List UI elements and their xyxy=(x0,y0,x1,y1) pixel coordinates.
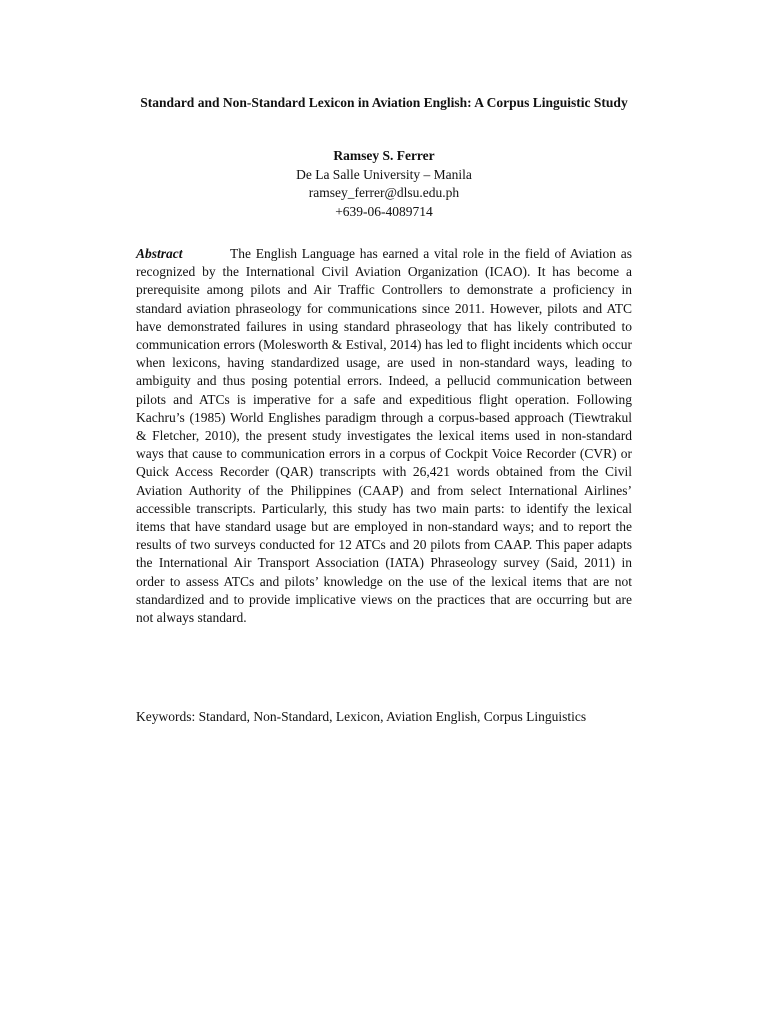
author-block xyxy=(134,147,634,221)
paper-title: Standard and Non-Standard Lexicon in Aviation English: A Corpus Linguistic Study xyxy=(140,95,628,110)
author-phone: +639-06-4089714 xyxy=(335,203,433,219)
author-affiliation: De La Salle University – Manila xyxy=(296,166,472,182)
abstract-label: Abstract xyxy=(136,246,183,261)
abstract-section xyxy=(136,245,632,627)
keywords-section: Keywords: Standard, Non-Standard, Lexicon, Aviation English, Corpus Linguistics xyxy=(136,709,587,724)
author-email: ramsey_ferrer@dlsu.edu.ph xyxy=(308,185,460,200)
abstract-text: The English Language has earned a vital role in the field of Aviation as recognized by the International Civil Aviation Organization (ICAO). It has become a prerequisite among pilots and Air Traffic Controllers to demonstrate a proficiency in standard aviation phraseology for communications since 2011. However, pilots and ATC have demonstrated failures in using standard phraseology that has likely contributed to communication errors (Molesworth & Estival, 2014) has led to flight incidents which occur when lexicons, having standardized usage, are used in non-standard ways, leading to ambiguity and thus posing potential errors. Indeed, a pellucid communication between pilots and ATCs is imperative for a safe and expeditious flight operation. Following Kachru’s (1985) World Englishes paradigm through a corpus-based approach (Tiewtrakul & Fletcher, 2010), the present study investigates the lexical items used in non-standard ways that cause to communication errors in a corpus of Cockpit Voice Recorder (CVR) or Quick Access Recorder (QAR) transcripts with 26,421 words obtained from the Civil Aviation Authority of the Philippines (CAAP) and from select International Airlines’ accessible transcripts. Particularly, this study has two main parts: to identify the lexical items that have standard usage but are employed in non-standard ways; and to report the results of two surveys conducted for 12 ATCs and 20 pilots from CAAP. This paper adapts the International Air Transport Association (IATA) Phraseology survey (Said, 2011) in order to assess ATCs and pilots’ knowledge on the use of the lexical items that are not standardized and to provide implicative views on the practices that are occurring but are not always standard. xyxy=(136,246,632,626)
author-name: Ramsey S. Ferrer xyxy=(333,148,435,163)
